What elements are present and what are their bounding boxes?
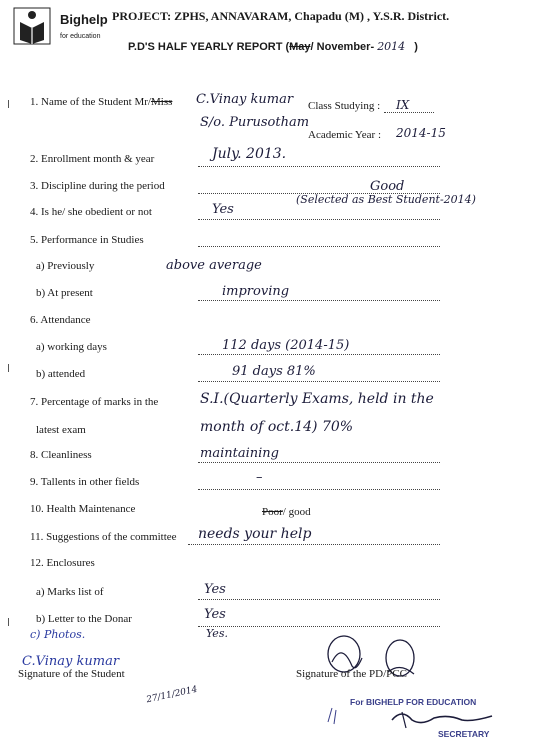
report-title-middle: / November- [310, 41, 375, 53]
academic-year-label: Academic Year : [308, 129, 382, 141]
q6a-line [198, 354, 440, 355]
q1-value2: S/o. Purusotham [200, 115, 310, 130]
q8-value: maintaining [200, 446, 279, 461]
q9-value: – [256, 470, 263, 485]
q11-label: 11. Suggestions of the committee [30, 531, 177, 543]
date-note: 27/11/2014 [145, 684, 199, 706]
class-value: IX [396, 98, 410, 112]
q8-line [198, 462, 440, 463]
q12b-line [198, 626, 440, 627]
student-signature: C.Vinay kumar [22, 654, 120, 669]
report-title-year: 2014 [377, 40, 406, 53]
report-title-struck: May [289, 41, 311, 53]
margin-mark [8, 100, 9, 108]
project-line: PROJECT: ZPHS, ANNAVARAM, Chapadu (M) , Y.S.R. District. [112, 9, 450, 23]
logo-name: Bighelp [60, 12, 108, 27]
q1-value: C.Vinay kumar [196, 92, 294, 107]
q6a-label: a) working days [36, 341, 107, 353]
q10-value [262, 506, 311, 518]
q9-label: 9. Tallents in other fields [30, 476, 140, 488]
class-line [384, 112, 434, 113]
logo-tagline: for education [60, 33, 101, 40]
q7-label2: latest exam [36, 424, 86, 436]
q12a-label: a) Marks list of [36, 586, 104, 598]
q3-note: (Selected as Best Student-2014) [296, 193, 476, 206]
q5b-value: improving [222, 284, 290, 299]
q6b-value: 91 days 81% [232, 364, 316, 379]
stamp-title: SECRETARY [438, 729, 490, 739]
q2-value: July. 2013. [212, 146, 287, 162]
q5-label: 5. Performance in Studies [30, 234, 144, 246]
q7-value2: month of oct.14) 70% [200, 419, 354, 435]
q1-label-text: 1. Name of the Student Mr/ [30, 96, 151, 108]
q6a-value: 112 days (2014-15) [222, 338, 350, 353]
margin-mark [8, 618, 9, 626]
q5a-value: above average [166, 258, 262, 273]
q12b-label: b) Letter to the Donar [36, 613, 132, 625]
q9-line [198, 489, 440, 490]
q12b-value: Yes [204, 607, 226, 622]
q3-label: 3. Discipline during the period [30, 180, 165, 192]
class-label: Class Studying : [308, 100, 381, 112]
q4-value: Yes [212, 202, 234, 217]
q4-line [198, 219, 440, 220]
q12-label: 12. Enclosures [30, 557, 95, 569]
q7-label: 7. Percentage of marks in the [30, 396, 159, 408]
q12a-line [198, 599, 440, 600]
stamp-org: For BIGHELP FOR EDUCATION [350, 697, 477, 707]
report-title-prefix: P.D'S HALF YEARLY REPORT ( [128, 41, 290, 53]
q3-value: Good [370, 179, 405, 194]
q2-label: 2. Enrollment month & year [30, 153, 155, 165]
q10-struck: Poor [262, 506, 283, 518]
q10-value-text: / good [282, 506, 311, 518]
academic-year-value: 2014-15 [396, 126, 446, 140]
q12a-value: Yes [204, 582, 226, 597]
student-signature-label: Signature of the Student [18, 668, 125, 680]
q1-label-struck: Miss [150, 96, 173, 108]
q6b-line [198, 381, 440, 382]
q8-label: 8. Cleanliness [30, 449, 92, 461]
q11-line [188, 544, 440, 545]
secretary-signature-mark [322, 700, 502, 730]
q6-label: 6. Attendance [30, 314, 91, 326]
q5b-label: b) At present [36, 287, 93, 299]
report-title-suffix: ) [414, 41, 418, 53]
q7-value: S.I.(Quarterly Exams, held in the [200, 391, 434, 407]
q2-line [198, 166, 440, 167]
margin-mark [8, 364, 9, 372]
q5a-label: a) Previously [36, 260, 95, 272]
pd-signature-label: Signature of the PD/PCC [296, 668, 407, 680]
q1-label [30, 96, 172, 108]
q4-label: 4. Is he/ she obedient or not [30, 206, 152, 218]
bighelp-logo-icon [12, 6, 52, 46]
q12c-value: Yes. [206, 627, 228, 640]
q12c-label: c) Photos. [30, 628, 86, 641]
q5-line [198, 246, 440, 247]
q6b-label: b) attended [36, 368, 86, 380]
q5b-line [198, 300, 440, 301]
report-title [128, 40, 418, 53]
q11-value: needs your help [198, 526, 312, 542]
q10-label: 10. Health Maintenance [30, 503, 136, 515]
